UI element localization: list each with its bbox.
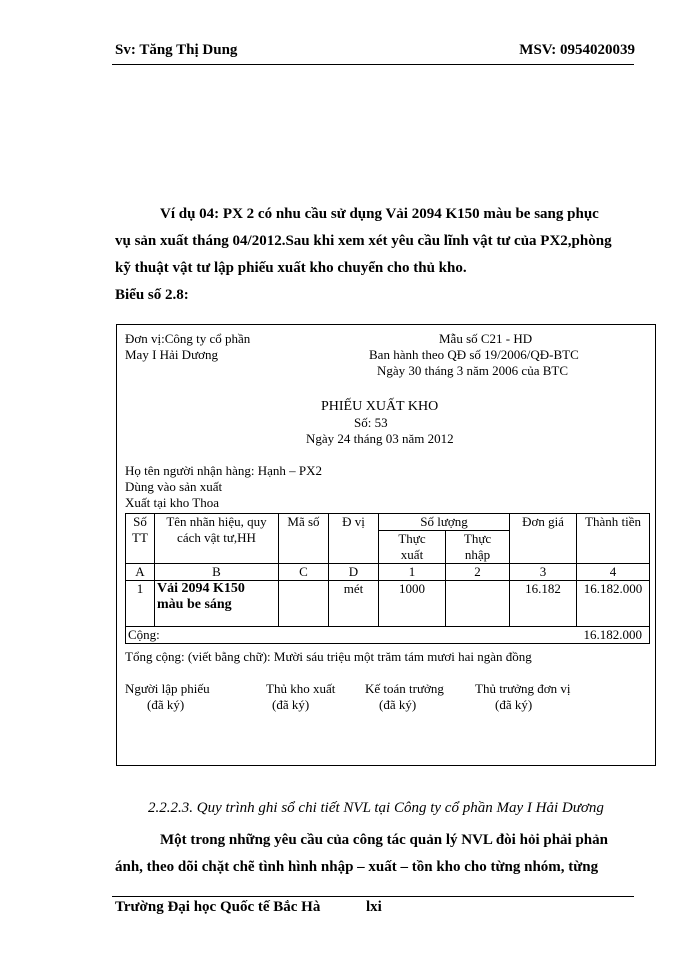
total-in-words: Tổng cộng: (viết bằng chữ): Mười sáu triệu một trăm tám mươi hai ngàn đồng (125, 649, 532, 664)
intro-paragraph (115, 201, 635, 309)
figure-label: Biểu số 2.8: (115, 287, 189, 303)
letter-cell: 2 (446, 564, 510, 581)
unit-line: Đơn vị:Công ty cổ phần (125, 331, 251, 346)
signature-role: Thủ trưởng đơn vị (475, 681, 571, 696)
purpose: Dùng vào sản xuất (125, 479, 223, 494)
letter-cell: C (279, 564, 329, 581)
footer-rule (112, 896, 634, 897)
warehouse: Xuất tại kho Thoa (125, 495, 219, 510)
total-label: Cộng: (126, 627, 577, 644)
letter-cell: D (329, 564, 379, 581)
row-stt: 1 (126, 581, 155, 627)
col-qty-actual: Thực xuất (379, 531, 446, 564)
total-amount: 16.182.000 (577, 627, 650, 644)
page-number: lxi (366, 899, 382, 915)
signature-role: Thủ kho xuất (266, 681, 336, 696)
letter-cell: 1 (379, 564, 446, 581)
issue-slip-form (116, 324, 656, 766)
row-price: 16.182 (510, 581, 577, 627)
section-heading: 2.2.2.3. Quy trình ghi sổ chi tiết NVL tại Công ty cổ phần May I Hải Dương (148, 800, 604, 816)
letter-cell: B (155, 564, 279, 581)
row-qty-actual: 1000 (379, 581, 446, 627)
signature-status: (đã ký) (495, 697, 533, 712)
items-table (125, 513, 650, 644)
row-name: Vải 2094 K150 màu be sáng (155, 581, 279, 627)
letter-cell: A (126, 564, 155, 581)
header-rule (112, 64, 634, 65)
unit-line: May I Hải Dương (125, 347, 218, 362)
row-qty-import (446, 581, 510, 627)
col-stt: Số TT (126, 514, 155, 564)
intro-line: Ví dụ 04: PX 2 có nhu cầu sử dụng Vải 2094 K150 màu be sang phục (160, 206, 599, 222)
letter-cell: 3 (510, 564, 577, 581)
header-student: Sv: Tăng Thị Dung (115, 42, 238, 58)
letter-cell: 4 (577, 564, 650, 581)
template-line: Ban hành theo QĐ số 19/2006/QĐ-BTC (369, 347, 579, 362)
footer-school: Trường Đại học Quốc tế Bắc Hà (115, 899, 321, 915)
template-line: Mẫu số C21 - HD (439, 331, 533, 346)
section-paragraph (115, 827, 635, 881)
header-student-id: MSV: 0954020039 (519, 42, 635, 58)
total-row (126, 627, 650, 644)
template-line: Ngày 30 tháng 3 năm 2006 của BTC (377, 363, 568, 378)
table-row (126, 581, 650, 627)
col-price: Đơn giá (510, 514, 577, 564)
signature-status: (đã ký) (147, 697, 185, 712)
slip-date: Ngày 24 tháng 03 năm 2012 (306, 431, 454, 446)
section-line: ánh, theo dõi chặt chẽ tình hình nhập – xuất – tồn kho cho từng nhóm, từng (115, 859, 599, 875)
signature-status: (đã ký) (379, 697, 417, 712)
signature-role: Người lập phiếu (125, 681, 210, 696)
col-unit: Đ vị (329, 514, 379, 564)
col-qty-import: Thực nhập (446, 531, 510, 564)
intro-line: kỹ thuật vật tư lập phiếu xuất kho chuyển cho thủ kho. (115, 260, 467, 276)
form-title: PHIẾU XUẤT KHO (321, 399, 439, 414)
slip-number: Số: 53 (354, 415, 388, 430)
row-unit: mét (329, 581, 379, 627)
section-line: Một trong những yêu cầu của công tác quản lý NVL đòi hỏi phải phản (160, 832, 608, 848)
col-amount: Thành tiền (577, 514, 650, 564)
col-name: Tên nhãn hiệu, quy cách vật tư,HH (155, 514, 279, 564)
row-amount: 16.182.000 (577, 581, 650, 627)
table-header-row (126, 514, 650, 531)
column-letter-row (126, 564, 650, 581)
row-code (279, 581, 329, 627)
signature-status: (đã ký) (272, 697, 310, 712)
intro-line: vụ sản xuất tháng 04/2012.Sau khi xem xét yêu cầu lĩnh vật tư của PX2,phòng (115, 233, 612, 249)
col-qty: Số lượng (379, 514, 510, 531)
signature-role: Kế toán trưởng (365, 681, 444, 696)
receiver: Họ tên người nhận hàng: Hạnh – PX2 (125, 463, 322, 478)
col-code: Mã số (279, 514, 329, 564)
